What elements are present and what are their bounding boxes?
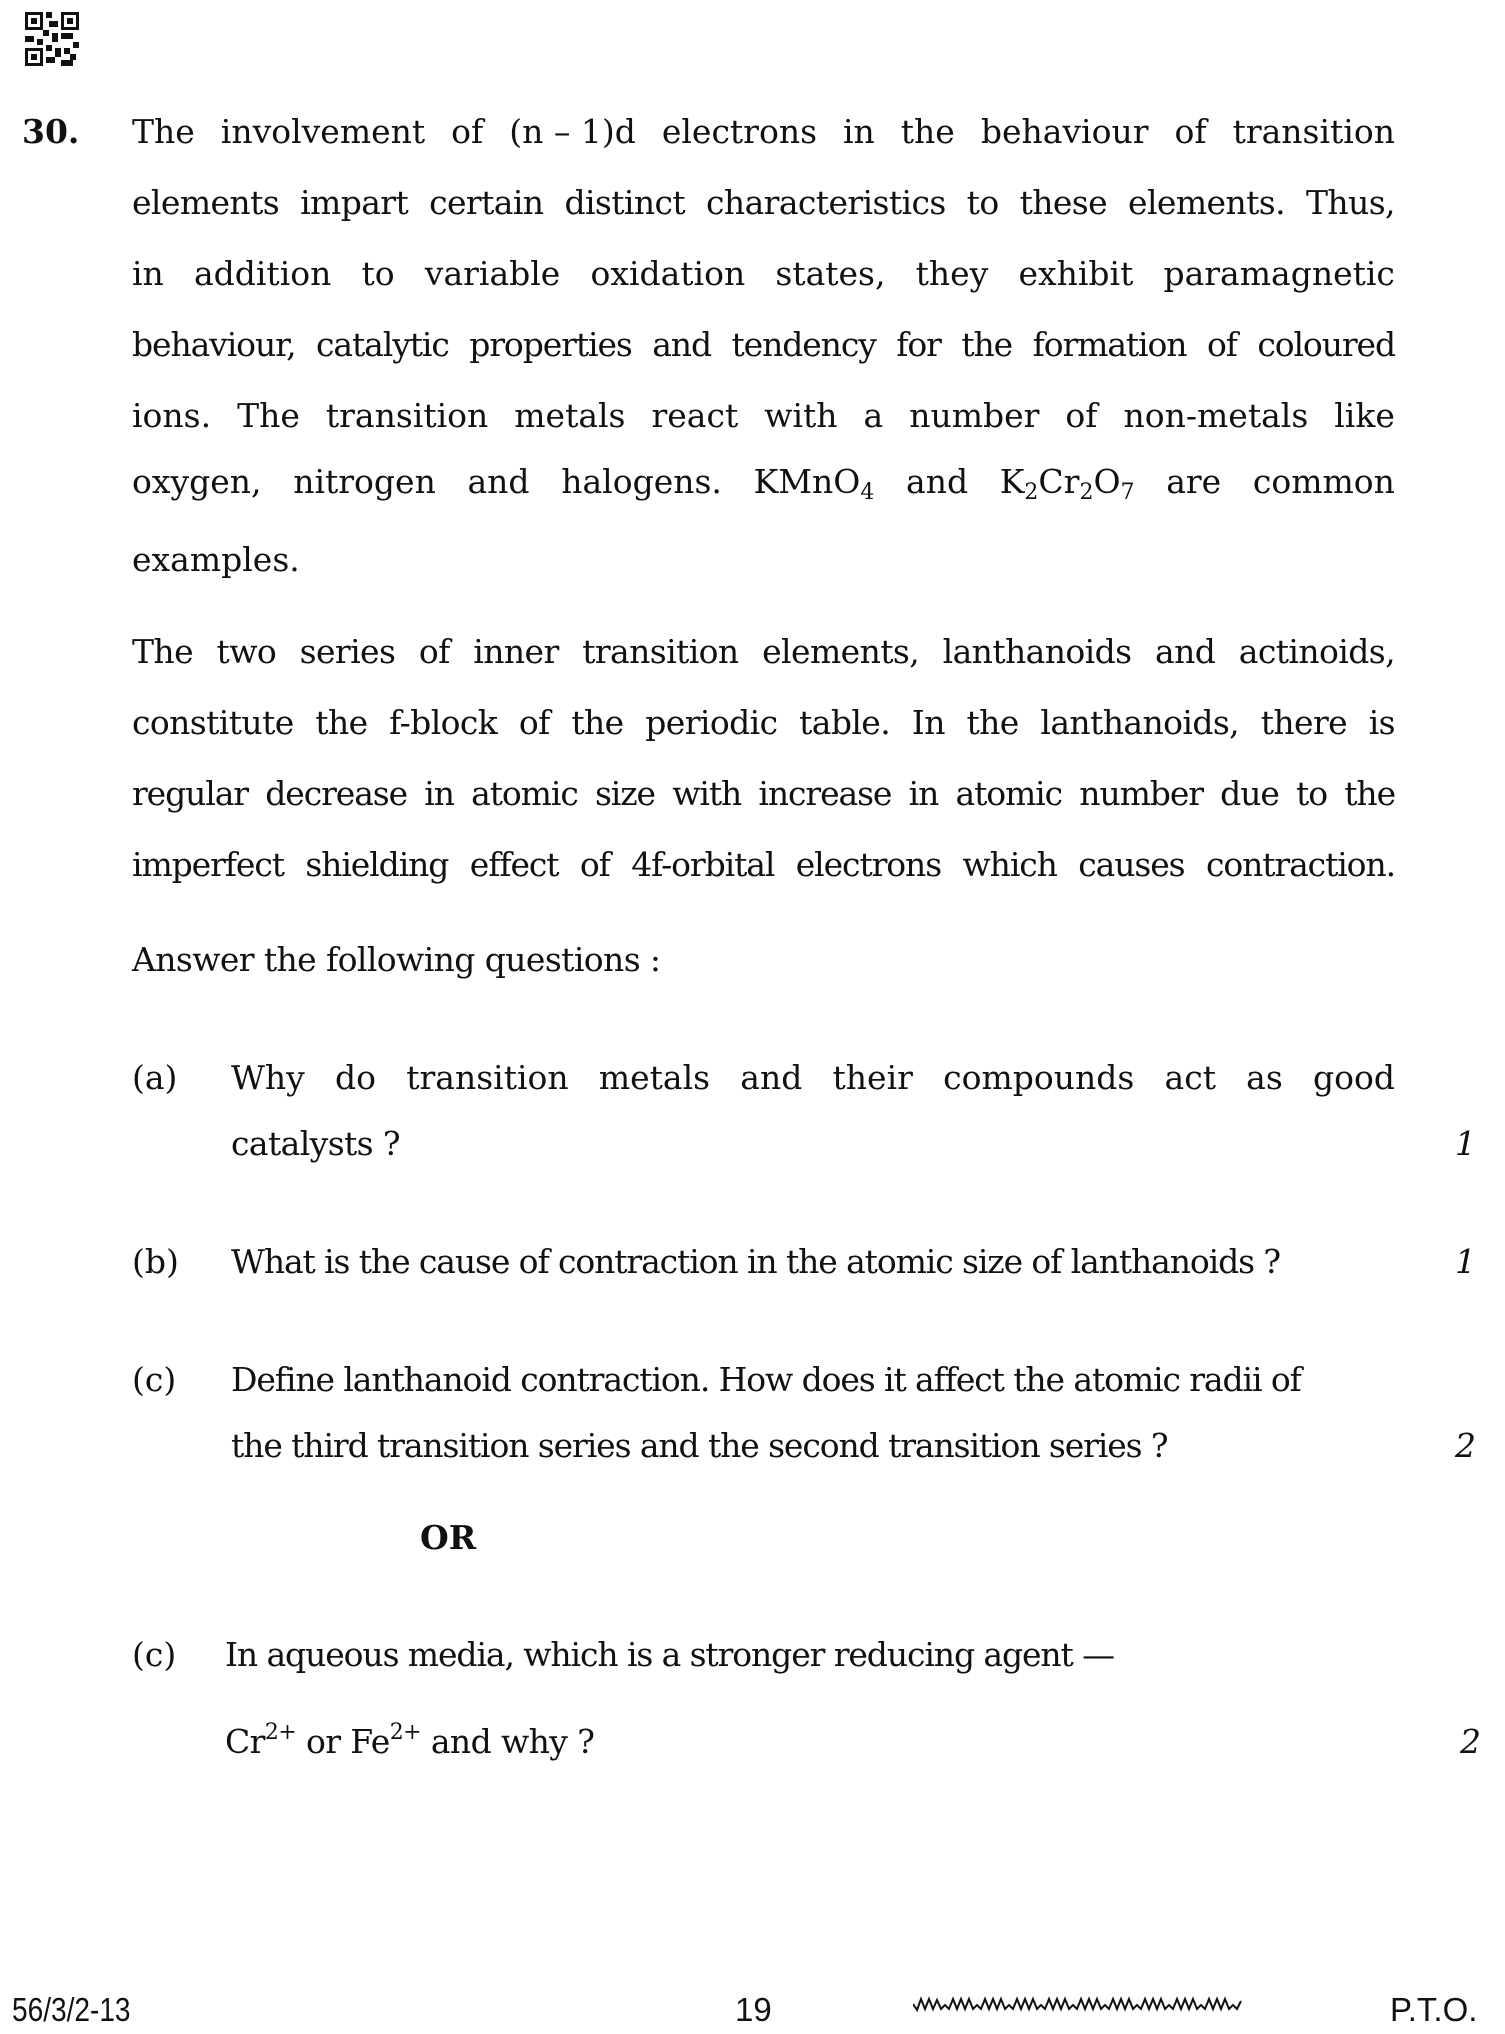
- sub-question-label: (a): [132, 1058, 178, 1097]
- marks-value: 2: [1460, 1722, 1481, 1761]
- please-turn-over: P.T.O.: [1390, 1991, 1478, 2028]
- sub-question-text: What is the cause of contraction in the atomic size of lanthanoids ?: [231, 1242, 1280, 1281]
- paragraph-line: regular decrease in atomic size with increase in atomic number due to the: [132, 774, 1395, 813]
- marks-value: 2: [1455, 1426, 1476, 1465]
- sub-question-label: (b): [132, 1242, 179, 1281]
- sub-question-label: (c): [132, 1635, 177, 1674]
- paragraph-line: constitute the f-block of the periodic table. In the lanthanoids, there is: [132, 703, 1395, 742]
- paragraph-line: imperfect shielding effect of 4f-orbital electrons which causes contraction.: [132, 845, 1395, 884]
- page-number: 19: [735, 1991, 772, 2028]
- paragraph-line: examples.: [132, 540, 300, 579]
- qr-code-icon: [25, 12, 79, 66]
- sub-question-text: Why do transition metals and their compounds act as good: [231, 1058, 1395, 1097]
- sub-question-text: the third transition series and the second transition series ?: [231, 1426, 1168, 1465]
- or-separator: OR: [420, 1518, 477, 1557]
- formula-k2cr2o7: $K_2Cr_2O_7$: [999, 462, 1135, 505]
- paragraph-line: The involvement of (n – 1)d electrons in the behaviour of transition: [132, 112, 1395, 151]
- ion-chromium: $Cr^{2+}$: [225, 1720, 297, 1761]
- instruction-text: Answer the following questions :: [132, 940, 661, 979]
- sub-question-text: In aqueous media, which is a stronger reducing agent —: [225, 1635, 1115, 1674]
- paragraph-line: elements impart certain distinct characteristics to these elements. Thus,: [132, 183, 1395, 222]
- sub-question-text-ions: $Cr^{2+}$ or $Fe^{2+}$ and why ?: [225, 1720, 595, 1761]
- ion-iron: $Fe^{2+}$: [350, 1720, 421, 1761]
- sub-question-text: Define lanthanoid contraction. How does it affect the atomic radii of: [231, 1360, 1301, 1399]
- paper-code: 56/3/2-13: [12, 1991, 131, 2028]
- paragraph-line: behaviour, catalytic properties and tendency for the formation of coloured: [132, 325, 1395, 364]
- formula-kmno4: KMnO$_4$: [753, 462, 875, 505]
- paragraph-line: ions. The transition metals react with a number of non-metals like: [132, 396, 1395, 435]
- marks-value: 1: [1455, 1242, 1476, 1281]
- paragraph-line-formulas: oxygen, nitrogen and halogens. KMnO$_4$ and $K_2Cr_2O_7$ are common: [132, 462, 1395, 505]
- paragraph-line: in addition to variable oxidation states, they exhibit paramagnetic: [132, 254, 1395, 293]
- marks-value: 1: [1455, 1124, 1476, 1163]
- sub-question-text: catalysts ?: [231, 1124, 401, 1163]
- sub-question-label: (c): [132, 1360, 177, 1399]
- wavy-line-icon: [913, 1996, 1243, 2012]
- paragraph-line: The two series of inner transition elements, lanthanoids and actinoids,: [132, 632, 1395, 671]
- question-number: 30.: [22, 112, 80, 151]
